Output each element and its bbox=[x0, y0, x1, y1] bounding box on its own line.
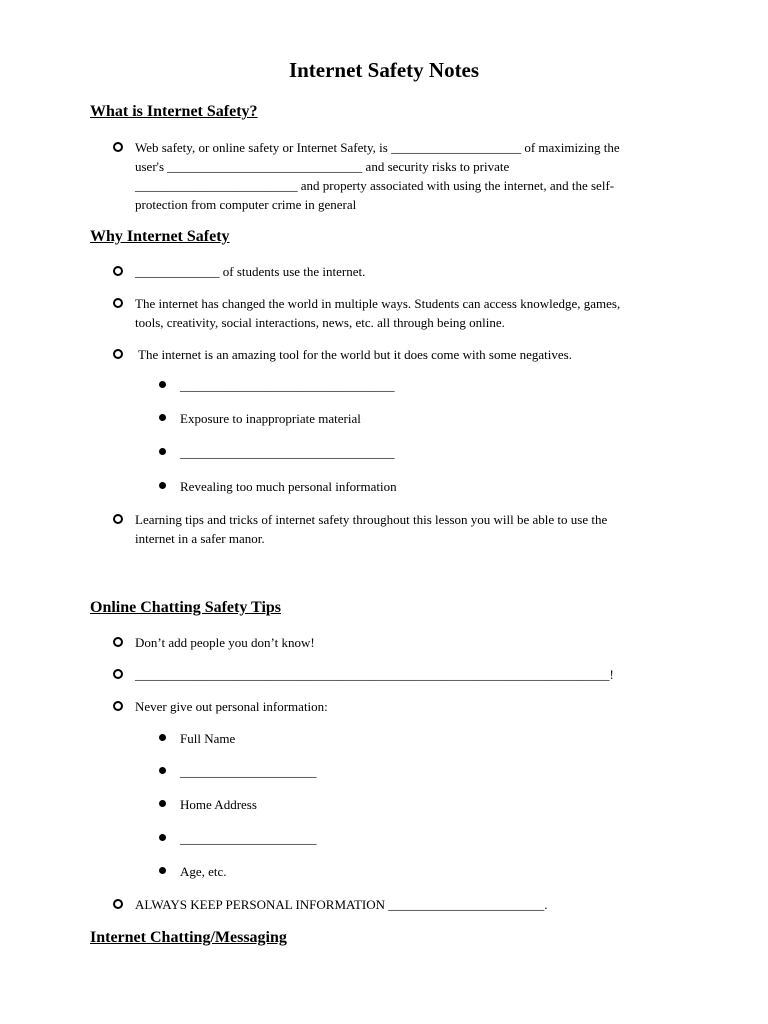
filled-bullet-icon bbox=[159, 448, 166, 455]
personal-item-4: _____________________ bbox=[180, 831, 317, 846]
hollow-bullet-icon bbox=[113, 349, 123, 359]
list-item-students-use: _____________ of students use the internet. bbox=[135, 264, 366, 279]
filled-bullet-icon bbox=[159, 867, 166, 874]
heading-online-chatting-safety-tips: Online Chatting Safety Tips bbox=[90, 599, 282, 616]
filled-bullet-icon bbox=[159, 800, 166, 807]
hollow-bullet-icon bbox=[113, 298, 123, 308]
page-title: Internet Safety Notes bbox=[288, 58, 480, 82]
hollow-bullet-icon bbox=[113, 514, 123, 524]
list-item-learning-tips bbox=[135, 510, 670, 548]
filled-bullet-icon bbox=[159, 482, 166, 489]
hollow-bullet-icon bbox=[113, 142, 123, 152]
heading-what-is-internet-safety: What is Internet Safety? bbox=[90, 103, 258, 120]
definition-line-4: protection from computer crime in general bbox=[135, 197, 357, 212]
definition-line-3: _________________________ and property associated with using the internet, and the self- bbox=[135, 178, 615, 193]
negative-item-4: Revealing too much personal information bbox=[180, 479, 397, 494]
definition-line-1: Web safety, or online safety or Internet Safety, is ____________________ of maximizing the bbox=[135, 140, 620, 155]
hollow-bullet-icon bbox=[113, 637, 123, 647]
list-item-internet-changed bbox=[135, 294, 670, 332]
list-item-personal-info: Never give out personal information: bbox=[135, 699, 328, 714]
definition-line-2: user's ______________________________ and security risks to private bbox=[135, 159, 510, 174]
list-item-negatives-intro: The internet is an amazing tool for the world but it does come with some negatives. bbox=[135, 347, 572, 362]
list-item-keep-private: ALWAYS KEEP PERSONAL INFORMATION ________________________. bbox=[135, 897, 548, 912]
personal-item-3: Home Address bbox=[180, 797, 257, 812]
heading-why-internet-safety: Why Internet Safety bbox=[90, 228, 230, 245]
list-item-blank-rule: _________________________________________________________________________! bbox=[135, 667, 614, 682]
personal-item-2: _____________________ bbox=[180, 764, 317, 779]
internet-changed-line-2: tools, creativity, social interactions, news, etc. all through being online. bbox=[135, 315, 505, 330]
filled-bullet-icon bbox=[159, 767, 166, 774]
list-item-dont-add: Don’t add people you don’t know! bbox=[135, 635, 315, 650]
heading-internet-chatting-messaging: Internet Chatting/Messaging bbox=[90, 929, 287, 946]
learning-tips-line-2: internet in a safer manor. bbox=[135, 531, 265, 546]
list-item-definition bbox=[135, 138, 670, 214]
filled-bullet-icon bbox=[159, 734, 166, 741]
filled-bullet-icon bbox=[159, 834, 166, 841]
personal-item-5: Age, etc. bbox=[180, 864, 227, 879]
negative-item-2: Exposure to inappropriate material bbox=[180, 411, 361, 426]
negative-item-1: _________________________________ bbox=[180, 378, 395, 393]
personal-item-1: Full Name bbox=[180, 731, 236, 746]
hollow-bullet-icon bbox=[113, 701, 123, 711]
hollow-bullet-icon bbox=[113, 669, 123, 679]
internet-changed-line-1: The internet has changed the world in multiple ways. Students can access knowledge, games, bbox=[135, 296, 621, 311]
learning-tips-line-1: Learning tips and tricks of internet safety throughout this lesson you will be able to use the bbox=[135, 512, 608, 527]
hollow-bullet-icon bbox=[113, 266, 123, 276]
hollow-bullet-icon bbox=[113, 899, 123, 909]
filled-bullet-icon bbox=[159, 381, 166, 388]
filled-bullet-icon bbox=[159, 414, 166, 421]
negative-item-3: _________________________________ bbox=[180, 445, 395, 460]
